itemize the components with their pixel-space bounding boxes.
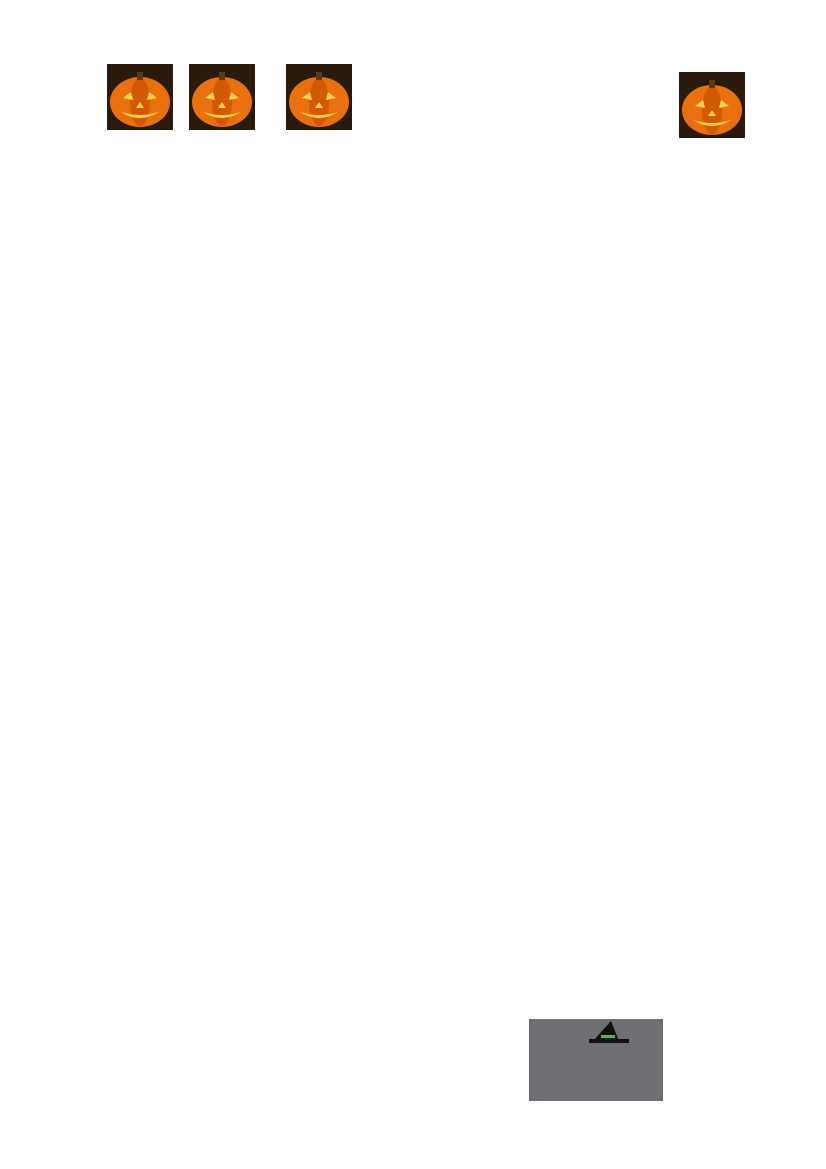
cat-border-left [32, 0, 76, 1169]
jack-o-lantern-icon [107, 64, 173, 130]
jack-o-lantern-icon [189, 64, 255, 130]
fisk-halloween-image [529, 1019, 663, 1101]
watermark [151, 326, 750, 794]
jack-o-lantern-icon [286, 64, 352, 130]
witch-hat-icon [589, 1021, 629, 1043]
article-body [75, 138, 752, 157]
cat-border-bottom [0, 1120, 826, 1164]
cat-border-right [754, 0, 798, 1169]
jack-o-lantern-icon [679, 72, 745, 138]
